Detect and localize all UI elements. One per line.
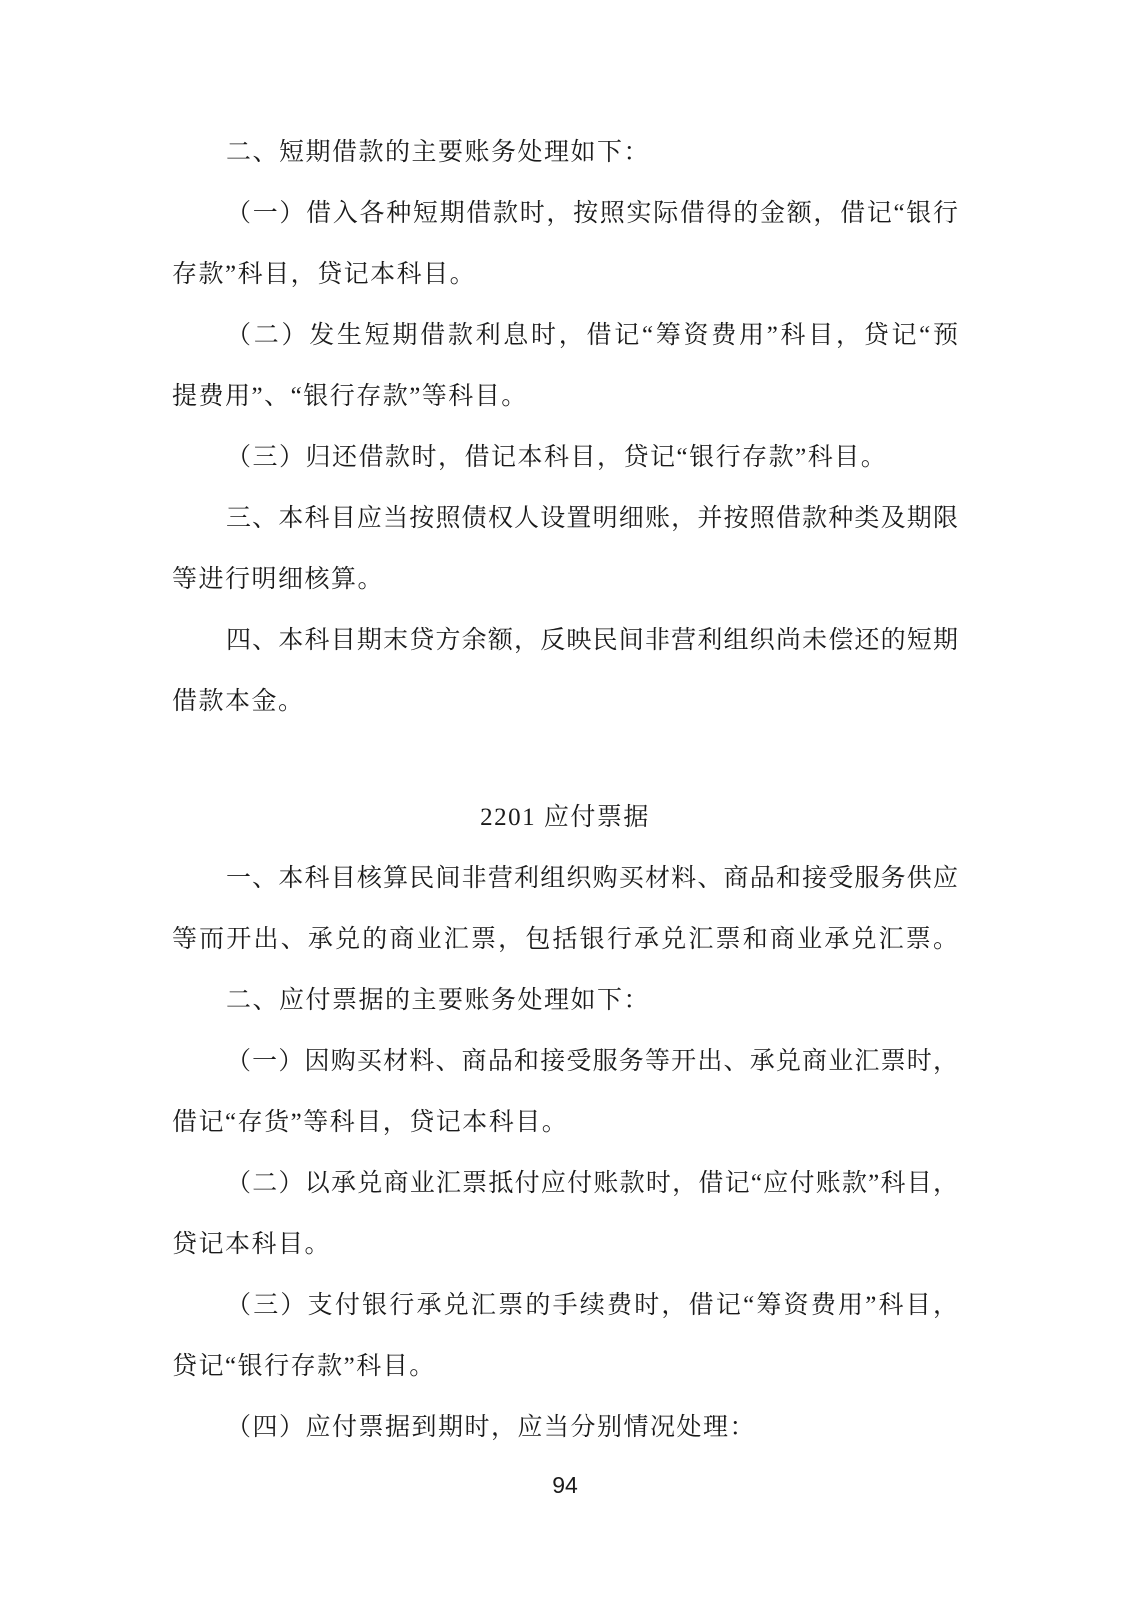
text-line: （四）应付票据到期时，应当分别情况处理： — [226, 1414, 757, 1441]
text-line: 借款本金。 — [172, 688, 305, 715]
text-line: （二）发生短期借款利息时，借记“筹资费用”科目，贷记“预 — [226, 322, 958, 349]
text-line: （二）以承兑商业汇票抵付应付账款时，借记“应付账款”科目， — [226, 1170, 958, 1197]
text-line: 提费用”、“银行存款”等科目。 — [172, 383, 528, 410]
text-line: （一）借入各种短期借款时，按照实际借得的金额，借记“银行 — [226, 200, 958, 227]
text-line: 贷记“银行存款”科目。 — [172, 1353, 436, 1380]
section-heading: 2201 应付票据 — [480, 804, 650, 831]
text-line: 三、本科目应当按照债权人设置明细账，并按照借款种类及期限 — [226, 505, 958, 532]
text-line: 借记“存货”等科目，贷记本科目。 — [172, 1109, 569, 1136]
text-line: 贷记本科目。 — [172, 1231, 332, 1258]
text-line: （三）归还借款时，借记本科目，贷记“银行存款”科目。 — [226, 444, 888, 471]
text-line: （一）因购买材料、商品和接受服务等开出、承兑商业汇票时， — [226, 1048, 958, 1075]
document-body — [172, 122, 958, 1500]
text-line: 二、短期借款的主要账务处理如下： — [226, 139, 651, 166]
text-line: 四、本科目期末贷方余额，反映民间非营利组织尚未偿还的短期 — [226, 627, 958, 654]
text-line: 二、应付票据的主要账务处理如下： — [226, 987, 651, 1014]
text-line: 一、本科目核算民间非营利组织购买材料、商品和接受服务供应 — [226, 865, 958, 892]
text-line: （三）支付银行承兑汇票的手续费时，借记“筹资费用”科目， — [226, 1292, 958, 1319]
text-line: 等而开出、承兑的商业汇票，包括银行承兑汇票和商业承兑汇票。 — [172, 926, 958, 953]
text-line: 存款”科目，贷记本科目。 — [172, 261, 477, 288]
text-line: 等进行明细核算。 — [172, 566, 385, 593]
page-number: 94 — [552, 1472, 578, 1498]
